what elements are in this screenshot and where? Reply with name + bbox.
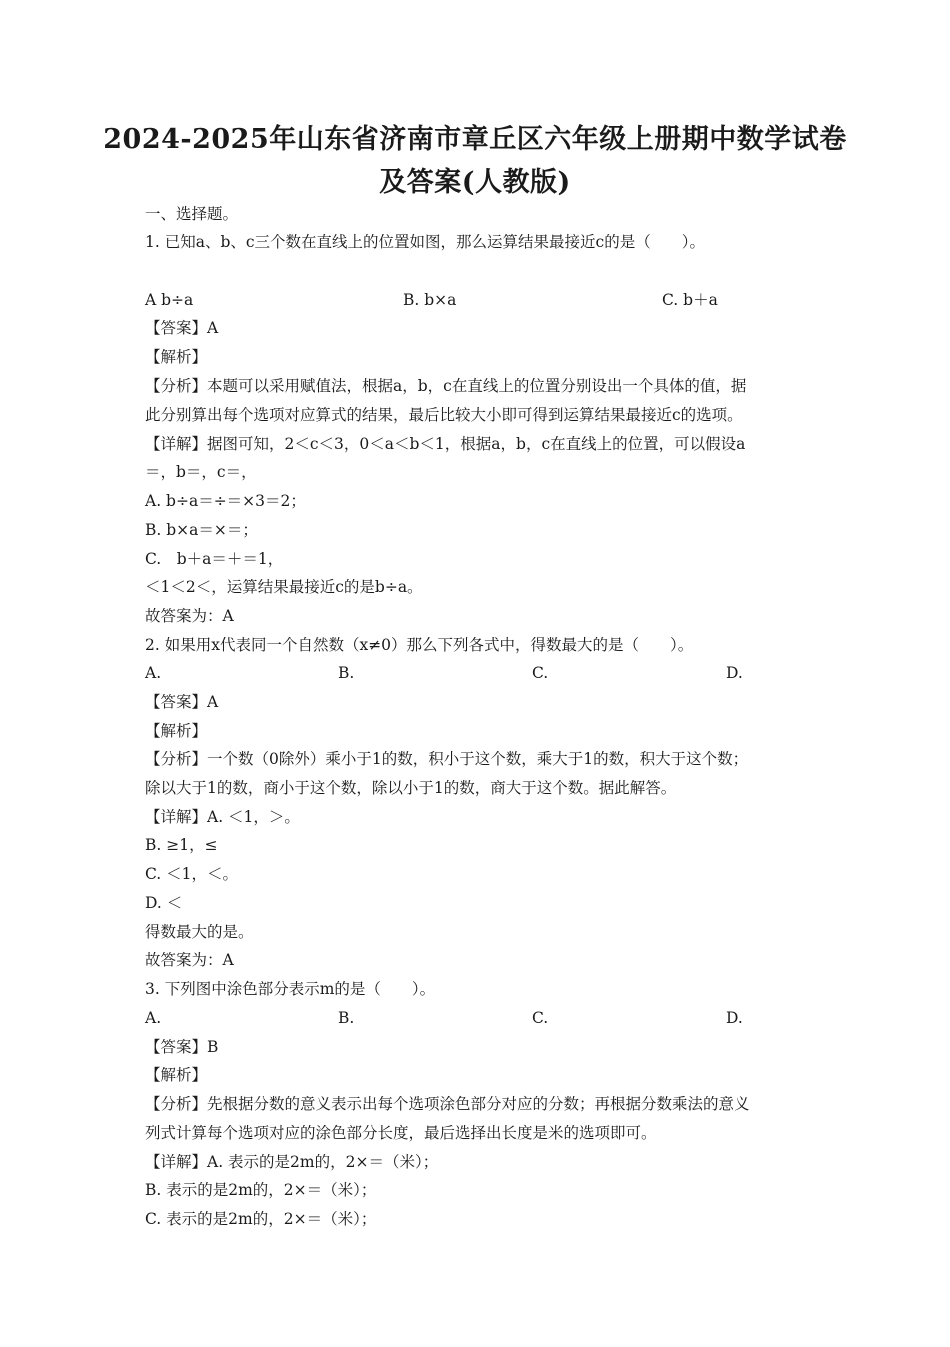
q1-option-b: B. b×a [403,291,457,309]
q2-option-d: D. [726,664,743,682]
q3-detail-a: 【详解】A. 表示的是2m的，2×＝（米）； [145,1153,439,1171]
q2-option-c: C. [532,664,549,682]
q2-analysis-2: 除以大于1的数，商小于这个数，除以小于1的数，商大于这个数。据此解答。 [145,779,677,797]
q2-option-a: A. [145,664,162,682]
q1-answer: 【答案】A [145,319,219,337]
q3-option-a: A. [145,1009,162,1027]
q2-detail-a: 【详解】A. ＜1，＞。 [145,808,300,826]
q2-option-b: B. [338,664,355,682]
q1-line-b: B. b×a＝×＝； [145,521,258,539]
document-title-line2: 及答案(人教版) [379,167,571,198]
document-title-line1: 2024-2025年山东省济南市章丘区六年级上册期中数学试卷 [103,124,847,155]
q2-line-d: D. ＜ [145,894,183,912]
q2-result: 得数最大的是。 [145,923,254,941]
q3-stem: 3. 下列图中涂色部分表示m的是（ ）。 [145,980,436,998]
q1-line-c: C. b＋a＝＋＝1， [145,550,284,568]
q1-jiexi: 【解析】 [145,348,208,366]
q2-conclusion: 故答案为：A [145,951,234,969]
q3-analysis-1: 【分析】先根据分数的意义表示出每个选项涂色部分对应的分数；再根据分数乘法的意义 [145,1095,750,1113]
q2-line-c: C. ＜1，＜。 [145,865,239,883]
q1-detail-1: 【详解】据图可知，2＜c＜3，0＜a＜b＜1，根据a，b，c在直线上的位置，可以假设a [145,435,746,453]
q2-line-b: B. ≥1，≤ [145,836,218,854]
q3-answer: 【答案】B [145,1038,219,1056]
q3-line-c: C. 表示的是2m的，2×＝（米）； [145,1210,377,1228]
q3-line-b: B. 表示的是2m的，2×＝（米）； [145,1181,377,1199]
q2-answer: 【答案】A [145,693,219,711]
q1-conclusion: 故答案为：A [145,607,234,625]
q1-detail-2: ＝，b＝，c＝， [145,463,257,481]
q3-analysis-2: 列式计算每个选项对应的涂色部分长度，最后选择出长度是米的选项即可。 [145,1124,657,1142]
q1-option-c: C. b＋a [662,291,718,309]
q1-analysis-1: 【分析】本题可以采用赋值法，根据a，b，c在直线上的位置分别设出一个具体的值，据 [145,377,747,395]
q1-analysis-2: 此分别算出每个选项对应算式的结果，最后比较大小即可得到运算结果最接近c的选项。 [145,406,743,424]
q2-jiexi: 【解析】 [145,722,208,740]
q3-option-d: D. [726,1009,743,1027]
q2-stem: 2. 如果用x代表同一个自然数（x≠0）那么下列各式中，得数最大的是（ ）。 [145,636,694,654]
section-heading: 一、选择题。 [145,205,239,223]
q1-line-a: A. b÷a＝÷＝×3＝2； [145,492,306,510]
q3-jiexi: 【解析】 [145,1066,208,1084]
q1-compare: ＜1＜2＜，运算结果最接近c的是b÷a。 [145,578,423,596]
q2-analysis-1: 【分析】一个数（0除外）乘小于1的数，积小于这个数，乘大于1的数，积大于这个数； [145,750,749,768]
q3-option-b: B. [338,1009,355,1027]
q1-stem: 1. 已知a、b、c三个数在直线上的位置如图，那么运算结果最接近c的是（ ）。 [145,233,705,251]
q1-option-a: A b÷a [145,291,194,309]
q3-option-c: C. [532,1009,549,1027]
